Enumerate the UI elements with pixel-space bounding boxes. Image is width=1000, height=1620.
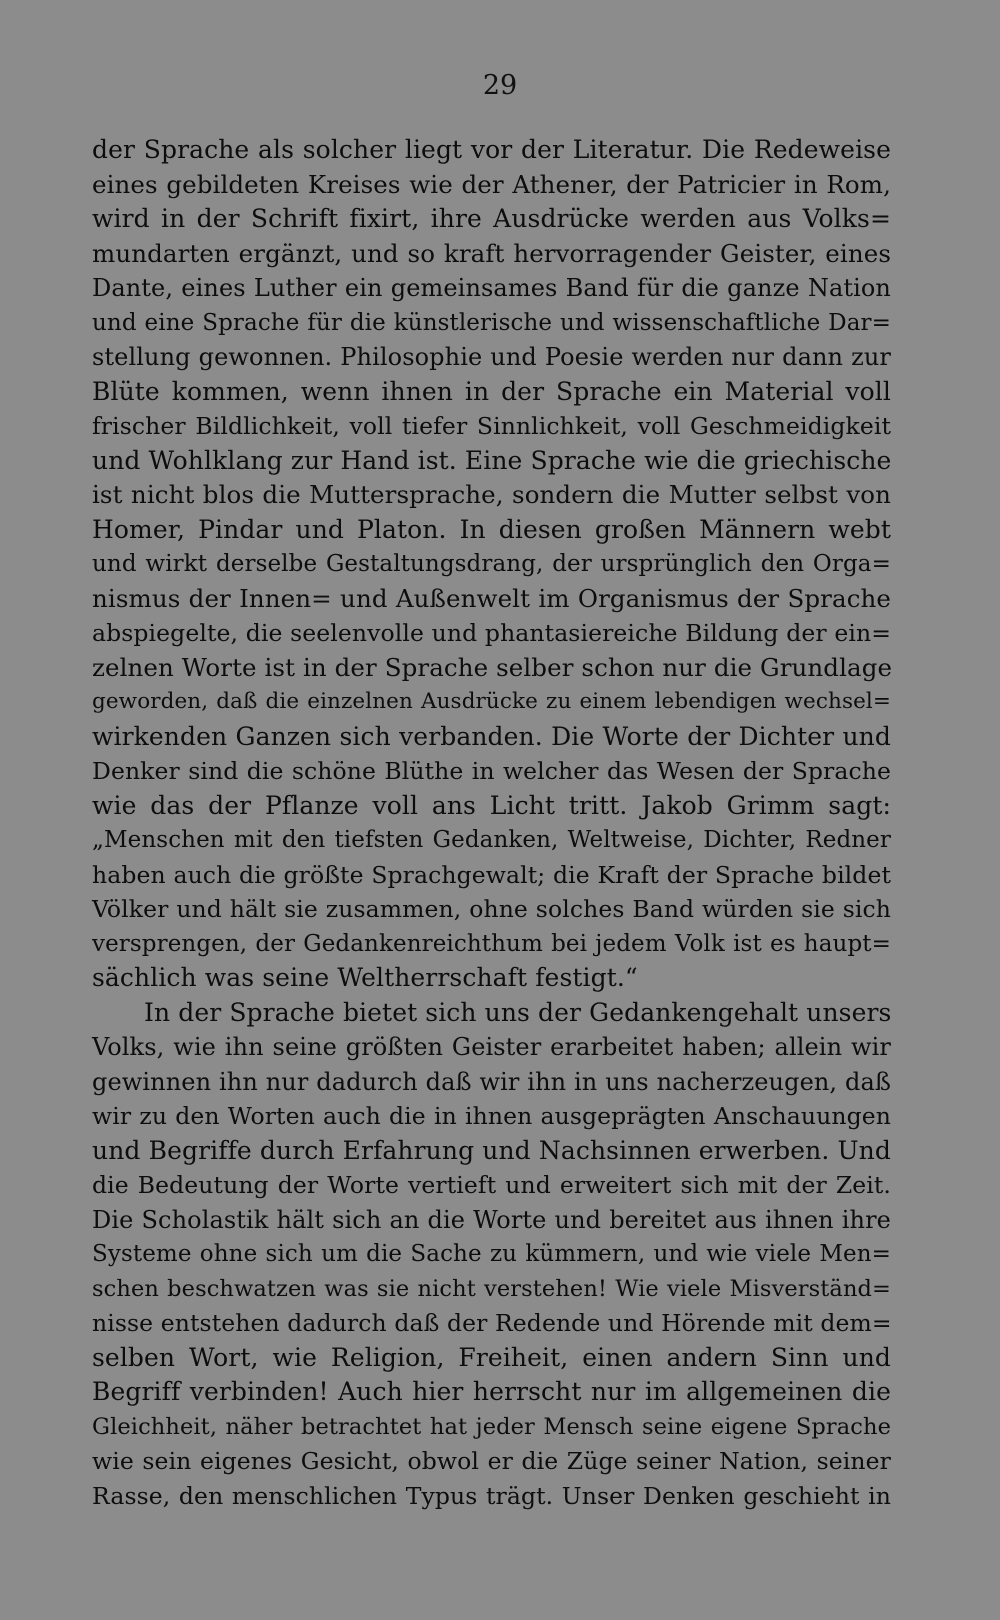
text-line: selben Wort, wie Religion, Freiheit, einen andern Sinn und: [92, 1342, 891, 1372]
text-line: Blüte kommen, wenn ihnen in der Sprache ein Material voll: [92, 376, 891, 406]
text-line: und wirkt derselbe Gestaltungsdrang, der ursprünglich den Orga=: [92, 551, 891, 577]
text-line: Homer, Pindar und Platon. In diesen großen Männern webt: [92, 514, 891, 544]
text-line: ist nicht blos die Muttersprache, sondern die Mutter selbst von: [92, 480, 891, 509]
text-line: schen beschwatzen was sie nicht verstehen! Wie viele Misverständ=: [92, 1275, 891, 1302]
text-line: frischer Bildlichkeit, voll tiefer Sinnlichkeit, voll Geschmeidigkeit: [92, 412, 891, 440]
text-line: Rasse, den menschlichen Typus trägt. Unser Denken geschieht in: [92, 1481, 891, 1510]
page-number: 29: [482, 70, 518, 101]
text-line: Gleichheit, näher betrachtet hat jeder Mensch seine eigene Sprache: [92, 1413, 891, 1440]
text-line: und eine Sprache für die künstlerische und wissenschaftliche Dar=: [92, 309, 891, 336]
text-line: Systeme ohne sich um die Sache zu kümmern, und wie viele Men=: [92, 1241, 891, 1267]
text-line: Die Scholastik hält sich an die Worte und bereitet aus ihnen ihre: [92, 1205, 891, 1234]
text-line: „Menschen mit den tiefsten Gedanken, Weltweise, Dichter, Redner: [92, 827, 891, 853]
text-line: Volks, wie ihn seine größten Geister erarbeitet haben; allein wir: [92, 1033, 891, 1061]
text-line: wirkenden Ganzen sich verbanden. Die Worte der Dichter und: [92, 721, 891, 751]
text-line: stellung gewonnen. Philosophie und Poesie werden nur dann zur: [92, 343, 891, 371]
text-line: eines gebildeten Kreises wie der Athener, der Patricier in Rom,: [92, 169, 891, 199]
text-line: wie sein eigenes Gesicht, obwol er die Züge seiner Nation, seiner: [92, 1447, 891, 1475]
text-line: haben auch die größte Sprachgewalt; die Kraft der Sprache bildet: [92, 860, 891, 889]
body-text: [92, 133, 891, 1513]
text-line: gewinnen ihn nur dadurch daß wir ihn in uns nacherzeugen, daß: [92, 1067, 891, 1096]
text-line: und Wohlklang zur Hand ist. Eine Sprache wie die griechische: [92, 445, 892, 475]
text-line: zelnen Worte ist in der Sprache selber schon nur die Grundlage: [92, 652, 893, 682]
text-line: wie das der Pflanze voll ans Licht tritt. Jakob Grimm sagt:: [92, 790, 891, 820]
text-line: nisse entstehen dadurch daß der Redende und Hörende mit dem=: [92, 1309, 892, 1337]
text-line: Begriff verbinden! Auch hier herrscht nur im allgemeinen die: [92, 1377, 891, 1406]
text-line: Denker sind die schöne Blüthe in welcher das Wesen der Sprache: [92, 757, 891, 785]
text-line: In der Sprache bietet sich uns der Gedankengehalt unsers: [144, 997, 892, 1027]
text-line: geworden, daß die einzelnen Ausdrücke zu einem lebendigen wechsel=: [92, 689, 891, 714]
text-line: Völker und hält sie zusammen, ohne solches Band würden sie sich: [92, 895, 891, 923]
text-line: mundarten ergänzt, und so kraft hervorragender Geister, eines: [92, 238, 891, 268]
text-line: Dante, eines Luther ein gemeinsames Band für die ganze Nation: [92, 274, 891, 302]
text-line: wird in der Schrift fixirt, ihre Ausdrücke werden aus Volks=: [92, 204, 891, 233]
text-line: sächlich was seine Weltherrschaft festigt.“: [92, 963, 638, 992]
text-line: abspiegelte, die seelenvolle und phantasiereiche Bildung der ein=: [92, 619, 891, 647]
text-line: nismus der Innen= und Außenwelt im Organismus der Sprache: [92, 583, 891, 613]
text-line: wir zu den Worten auch die in ihnen ausgeprägten Anschauungen: [92, 1102, 891, 1130]
text-line: die Bedeutung der Worte vertieft und erweitert sich mit der Zeit.: [92, 1171, 891, 1199]
text-line: und Begriffe durch Erfahrung und Nachsinnen erwerben. Und: [92, 1135, 891, 1165]
text-line: versprengen, der Gedankenreichthum bei jedem Volk ist es haupt=: [92, 930, 891, 957]
text-line: der Sprache als solcher liegt vor der Literatur. Die Redeweise: [92, 135, 891, 164]
